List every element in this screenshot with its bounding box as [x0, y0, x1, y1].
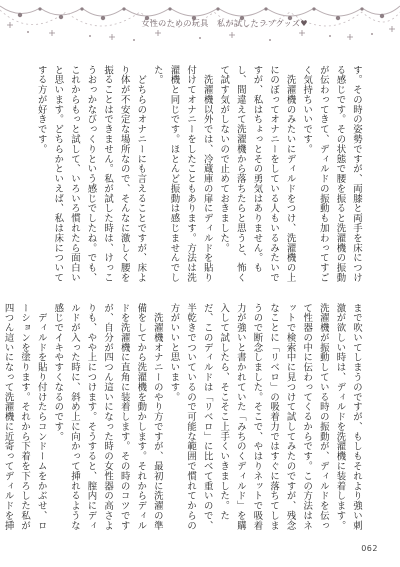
heart-icon: ♥ — [300, 19, 308, 28]
running-header-title — [141, 18, 308, 29]
body-text-upper-block: す。その時の姿勢ですが、両膝と両手を床につける感じです。その状態で腰を振ると洗濯機の振動が伝わってきて、ディルドの振動も加わってすごく気持ちいいです。 洗濯機のみたいにディルドをつけ、洗濯機の上にのぼってオナニーをしている人もいるみたいですが、私はちょっとその勇気はありません。もし、間違えて洗濯機から落ちたらと思うと、怖くて試す気がしないので止めておきました。 洗濯機以外では、冷蔵庫の扉にディルドを貼り付けてオナニーをしたこともあります。方法は洗濯機と同じです。ほとんど振動は感じませんでした。 どちらのオナニーにも言えることですが、床より体が不安定な場所なので、そんなに激しく腰を振ることはできません。私が試した時は、けっこうおっかなびっくりという感じでしたね。でも、これからもっと試して、いろいろ慣れたら面白いと思います。どちらかといえば、私は床についてする方が好きです。 — [35, 65, 362, 283]
page-header — [0, 0, 400, 62]
header-title-text: 女性のための玩具 私が試したラブグッズ — [141, 19, 301, 28]
body-text-lower-block: まで吹いてしまうのですが、もしもそれより強い刺激が欲しい時は、ディルドを洗濯機に装着します。洗濯機が振動している時の振動が、ディルドを伝って性器の中に伝わってくるからです。この方法はネットで検索中に見つけて試してみたのですが、残念なことに「リベロ」の吸着力ではすぐに落ちてしまうので断念しました。そこで、やはりネットで吸着力が強いと書かれていた「みちのくディルド」を購入して試したら、そこそこ上手くいきました。ただ、このディルドは「リベロ」に比べて重いので、半乾きでついているので可能な範囲で慣れてからの方がいいと思います。 洗濯機オナニーのやり方ですが、最初に洗濯の準備をしてから洗濯機を動かします。それからディルドを洗濯機に直角に装着します。その時のコツですが、自分が四つん這いになった時の女性器の高さよりも、やや上につけます。そうすると、膣内にディルドが入った時に、斜め上に向かって挿れるような感じでイキやすくなるのです。 ディルドを貼り付けたらコンドームをかぶせ、ローションを塗ります。それから下着を下ろした私が四つん這いになって洗濯機に近寄ってディルドを挿 — [2, 303, 362, 531]
string-lights-decoration — [0, 0, 400, 62]
page-number: 062 — [361, 544, 378, 553]
